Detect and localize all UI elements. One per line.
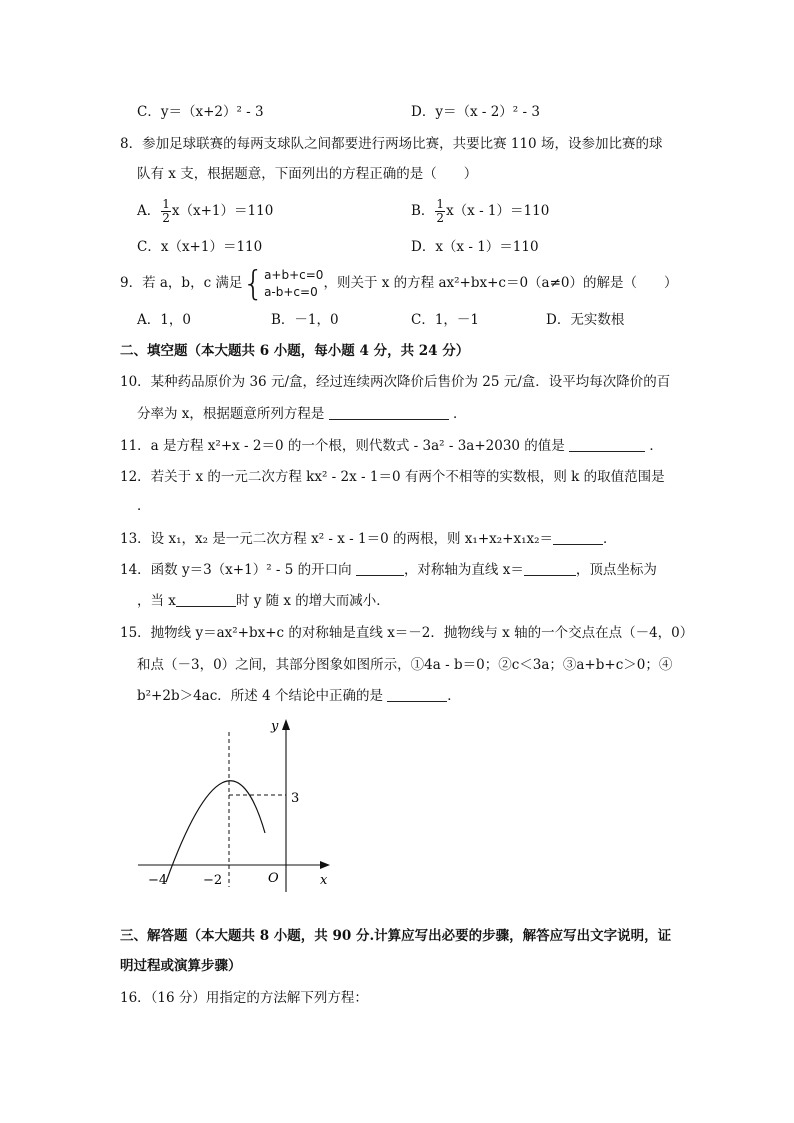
q14-stem-line1 xyxy=(120,560,657,580)
q10-text: 分率为 x，根据题意所列方程是 xyxy=(137,406,325,422)
q8-option-a-text: x（x+1）＝110 xyxy=(171,203,274,219)
y-axis-arrow-icon xyxy=(282,719,290,730)
q7-option-c: C．y＝（x+2）² - 3 xyxy=(137,104,264,120)
q14-text-e: 时 y 随 x 的增大而减小． xyxy=(235,593,390,609)
q9-stem-pre: 9．若 a，b，c 满足 xyxy=(120,275,243,291)
q8-stem-line1: 8．参加足球联赛的每两支球队之间都要进行两场比赛，共要比赛 110 场，设参加比赛的球 xyxy=(120,136,663,152)
section-heading-solve-line1: 三、解答题（本大题共 8 小题，共 90 分.计算应写出必要的步骤，解答应写出文字说明，证 xyxy=(120,928,672,944)
answer-blank[interactable] xyxy=(356,561,404,576)
parabola-figure xyxy=(130,712,340,897)
equation-1: a+b+c=0 xyxy=(264,267,324,282)
q9-option-d: D．无实数根 xyxy=(546,312,625,328)
q13-period: ． xyxy=(603,531,617,547)
left-brace-icon: { xyxy=(242,263,265,304)
x-axis-arrow-icon xyxy=(320,861,330,869)
tick-label-3: 3 xyxy=(291,791,300,806)
q8-option-a xyxy=(137,198,273,225)
q9-option-b: B．－1，0 xyxy=(271,312,339,328)
answer-blank[interactable] xyxy=(176,592,236,607)
q8-option-d: D．x（x - 1）＝110 xyxy=(411,239,539,255)
q8-option-c: C．x（x+1）＝110 xyxy=(137,239,263,255)
tick-label-minus-4: −4 xyxy=(148,873,168,888)
q9-stem-post: ，则关于 x 的方程 ax²+bx+c＝0（a≠0）的解是（ ） xyxy=(323,275,678,291)
q16-stem: 16．（16 分）用指定的方法解下列方程： xyxy=(120,990,368,1006)
q14-stem-line2 xyxy=(137,591,390,611)
equation-2: a-b+c=0 xyxy=(264,284,318,299)
q15-stem-line1: 15．抛物线 y＝ax²+bx+c 的对称轴是直线 x＝－2．抛物线与 x 轴的一个交点在点（－4，0） xyxy=(120,625,694,641)
q7-option-d: D．y＝（x - 2）² - 3 xyxy=(411,104,540,120)
answer-blank[interactable] xyxy=(553,530,603,545)
q11-text: 11．a 是方程 x²+x - 2＝0 的一个根，则代数式 - 3a² - 3a+2030 的值是 xyxy=(120,438,565,454)
parabola-curve xyxy=(166,781,265,882)
q14-text-c: ，顶点坐标为 xyxy=(575,562,657,578)
q14-text-b: ，对称轴为直线 x＝ xyxy=(403,562,524,578)
fraction-numerator: 1 xyxy=(436,197,445,211)
fraction-half xyxy=(161,198,171,225)
fraction-half xyxy=(435,198,445,225)
origin-label: O xyxy=(268,871,279,886)
q8-stem-line2: 队有 x 支，根据题意，下面列出的方程正确的是（ ） xyxy=(137,166,478,182)
q13-text: 13．设 x₁，x₂ 是一元二次方程 x² - x - 1＝0 的两根，则 x₁+x₂+x₁x₂＝ xyxy=(120,531,554,547)
q13-stem xyxy=(120,529,617,549)
equation-system xyxy=(264,267,323,301)
q8-option-a-label: A． xyxy=(137,203,161,219)
fraction-denominator: 2 xyxy=(162,211,170,225)
q11-stem xyxy=(120,436,663,456)
answer-blank[interactable] xyxy=(329,405,449,420)
answer-blank[interactable] xyxy=(524,561,576,576)
q14-text-d: ，当 x xyxy=(137,593,176,609)
q8-option-b-label: B． xyxy=(411,203,435,219)
section-heading-fill-blank: 二、填空题（本大题共 6 小题，每小题 4 分，共 24 分） xyxy=(120,343,470,359)
q10-stem-line1: 10．某种药品原价为 36 元/盒，经过连续两次降价后售价为 25 元/盒．设平均每次降价的百 xyxy=(120,374,671,390)
q11-period: ． xyxy=(649,438,663,454)
q12-stem-line1: 12．若关于 x 的一元二次方程 kx² - 2x - 1＝0 有两个不相等的实数根，则 k 的取值范围是 xyxy=(120,469,665,485)
answer-blank[interactable] xyxy=(569,437,645,452)
q15-stem-line2: 和点（－3，0）之间，其部分图象如图所示，①4a - b＝0；②c＜3a；③a+b+c＞0；④ xyxy=(137,657,673,673)
fraction-numerator: 1 xyxy=(162,197,170,211)
fraction-denominator: 2 xyxy=(436,211,445,225)
q10-stem-line2 xyxy=(137,404,467,424)
q10-period: ． xyxy=(453,406,467,422)
q8-option-b-text: x（x - 1）＝110 xyxy=(446,203,550,219)
q14-text-a: 14．函数 y＝3（x+1）² - 5 的开口向 xyxy=(120,562,352,578)
q9-option-c: C．1，－1 xyxy=(411,312,480,328)
q15-stem-line3 xyxy=(137,686,461,706)
x-axis-label: x xyxy=(320,873,328,888)
y-axis-label: y xyxy=(271,719,279,734)
q9-option-a: A．1，0 xyxy=(137,312,191,328)
q15-period: ． xyxy=(447,688,461,704)
section-heading-solve-line2: 明过程或演算步骤） xyxy=(120,958,242,974)
q9-stem xyxy=(120,263,678,304)
answer-blank[interactable] xyxy=(387,687,447,702)
tick-label-minus-2: −2 xyxy=(203,873,223,888)
q15-text: b²+2b＞4ac．所述 4 个结论中正确的是 xyxy=(137,688,383,704)
q12-stem-line2: ． xyxy=(137,498,151,514)
q8-option-b xyxy=(411,198,549,225)
